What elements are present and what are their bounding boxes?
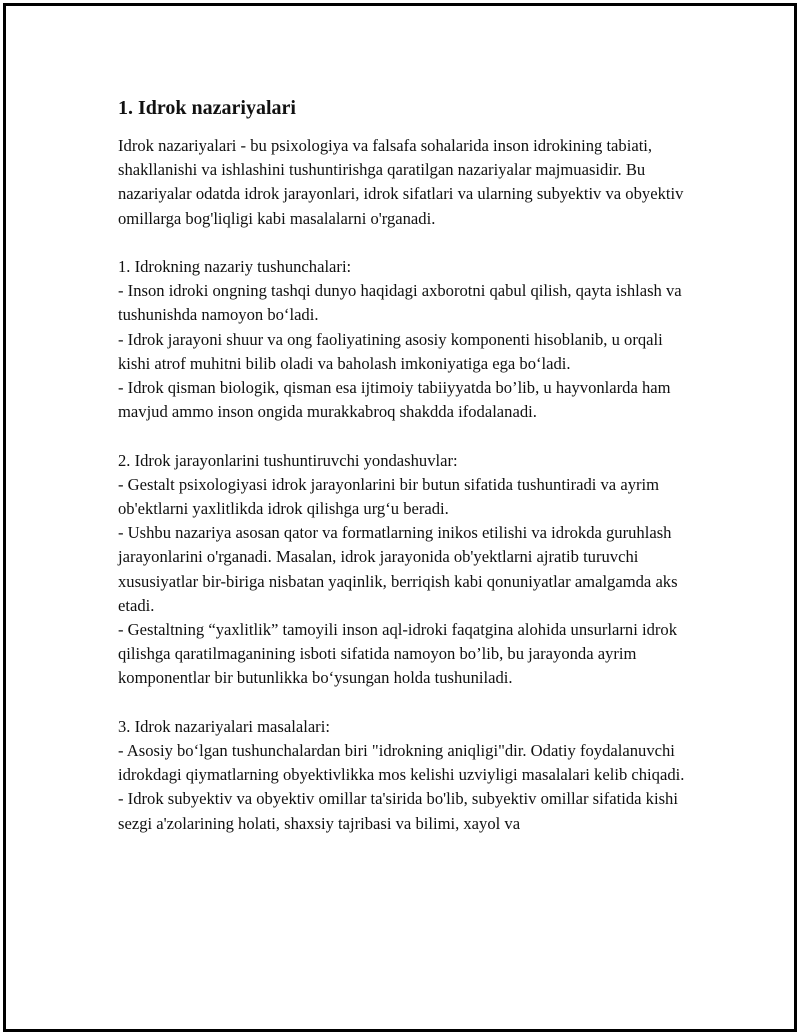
list-item: - Idrok qisman biologik, qisman esa ijtimoiy tabiiyyatda bo’lib, u hayvonlarda ham mavjud ammo inson ongida murakkabroq shakdda ifodalanadi.	[118, 378, 671, 422]
list-item: - Idrok jarayoni shuur va ong faoliyatining asosiy komponenti hisoblanib, u orqali kishi atrof muhitni bilib oladi va baholash imkoniyatiga ega bo‘ladi.	[118, 329, 663, 373]
list-item: - Asosiy bo‘lgan tushunchalardan biri "idrokning aniqligi"dir. Odatiy foydalanuvchi idrokdagi qiymatlarning obyektivlikka mos kelishi uzviyligi masalalari kelib chiqadi.	[118, 741, 685, 785]
list-item: - Gestalt psixologiyasi idrok jarayonlarini bir butun sifatida tushuntiradi va ayrim ob'ektlarni yaxlitlikda idrok qilishga urg‘u beradi.	[118, 474, 660, 519]
list-item: - Ushbu nazariya asosan qator va formatlarning inikos etilishi va idrokda guruhlash jarayonlarini o'rganadi. Masalan, idrok jarayonida ob'yektlarni ajratib turuvchi xususiyatlar bir-biriga nisbatan yaqinlik, berriqish kabi qonuniyatlar amalgamda aks etadi.	[118, 523, 678, 615]
list-item: - Gestaltning “yaxlitlik” tamoyili inson aql-idroki faqatgina alohida unsurlarni idrok qilishga qaratilmaganining isboti sifatida namoyon bo’lib, bu jarayonda ayrim komponentlar bir butunlikka bo‘ysungan holda tushuniladi.	[118, 620, 677, 688]
section-heading-1: 1. Idrokning nazariy tushunchalari:	[118, 257, 352, 277]
list-item: - Inson idroki ongning tashqi dunyo haqidagi axborotni qabul qilish, qayta ishlash va tushunishda namoyon bo‘ladi.	[118, 281, 682, 325]
list-item: - Idrok subyektiv va obyektiv omillar ta'sirida bo'lib, subyektiv omillar sifatida kishi sezgi a'zolarining holati, shaxsiy tajribasi va bilimi, xayol va	[118, 789, 678, 833]
section-heading-3: 3. Idrok nazariyalari masalalari:	[118, 716, 330, 736]
document-title: 1. Idrok nazariyalari	[118, 97, 296, 119]
blank-line	[118, 424, 693, 448]
paragraph-intro: Idrok nazariyalari - bu psixologiya va falsafa sohalarida inson idrokining tabiati, shakllanishi va ishlashini tushuntirishga qaratilgan nazariyalar majmuasidir. Bu nazariyalar odatda idrok jarayonlari, idrok sifatlari va ularning subyektiv va obyektiv omillarga bog'liqligi kabi masalalarni o'rganadi.	[118, 136, 684, 228]
document-body	[118, 94, 693, 836]
section-heading-2: 2. Idrok jarayonlarini tushuntiruvchi yondashuvlar:	[118, 450, 458, 470]
blank-line	[118, 691, 693, 715]
blank-line	[118, 231, 693, 255]
